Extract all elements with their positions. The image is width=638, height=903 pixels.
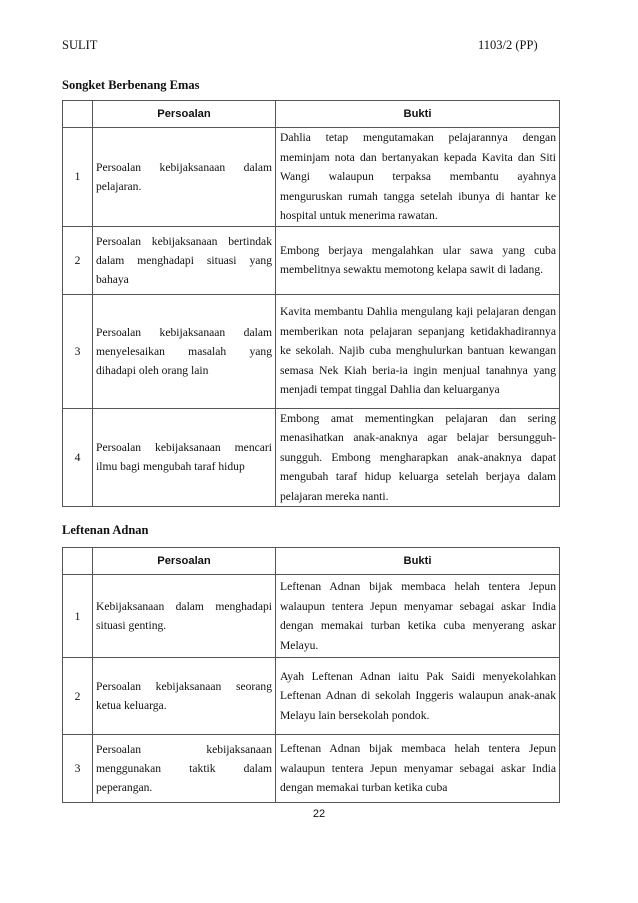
persoalan-cell: Persoalan kebijaksanaan seorang ketua keluarga. [93, 658, 276, 735]
row-number: 3 [63, 294, 93, 408]
table-songket [62, 100, 560, 507]
col-persoalan: Persoalan [93, 101, 276, 128]
header-right: 1103/2 (PP) [478, 38, 538, 52]
col-empty [63, 101, 93, 128]
table-header-row [63, 548, 560, 575]
bukti-cell: Dahlia tetap mengutamakan pelajarannya dengan meminjam nota dan bertanyakan kepada Kavita dan Siti Wangi walaupun terpaksa membantu ayahnya menguruskan rumah tangga setelah ibunya di hantar ke hospital untuk menerima rawatan. [276, 128, 560, 227]
bukti-cell: Kavita membantu Dahlia mengulang kaji pelajaran dengan memberikan nota pelajaran sepanjang ketidakhadirannya ke sekolah. Najib cuba menghulurkan bantuan kewangan semasa Nek Kiah beria-ia ingin menjual tanahnya yang menjadi tempat tinggal Dahlia dan keluarganya [276, 294, 560, 408]
table-row [63, 128, 560, 227]
persoalan-cell: Persoalan kebijaksanaan dalam menyelesaikan masalah yang dihadapi oleh orang lain [93, 294, 276, 408]
row-number: 2 [63, 226, 93, 294]
row-number: 2 [63, 658, 93, 735]
bukti-cell: Embong amat mementingkan pelajaran dan sering menasihatkan anak-anaknya agar belajar bersungguh-sungguh. Embong mengharapkan anak-anaknya dapat mengubah taraf hidup keluarga setelah berjaya dalam pelajaran mereka nanti. [276, 408, 560, 507]
row-number: 1 [63, 575, 93, 658]
bukti-cell: Embong berjaya mengalahkan ular sawa yang cuba membelitnya sewaktu memotong kelapa sawit di ladang. [276, 226, 560, 294]
row-number: 4 [63, 408, 93, 507]
bukti-cell: Ayah Leftenan Adnan iaitu Pak Saidi menyekolahkan Leftenan Adnan di sekolah Inggeris walaupun anak-anak Melayu lain bersekolah pondok. [276, 658, 560, 735]
row-number: 1 [63, 128, 93, 227]
header-left: SULIT [62, 38, 98, 52]
row-number: 3 [63, 735, 93, 803]
table-row [63, 408, 560, 507]
table-row [63, 575, 560, 658]
table-row [63, 735, 560, 803]
page-number: 22 [312, 808, 326, 820]
section-title-songket: Songket Berbenang Emas [62, 78, 200, 92]
col-persoalan: Persoalan [93, 548, 276, 575]
table-row [63, 658, 560, 735]
table-row [63, 226, 560, 294]
col-bukti: Bukti [276, 548, 560, 575]
col-bukti: Bukti [276, 101, 560, 128]
persoalan-cell: Kebijaksanaan dalam menghadapi situasi genting. [93, 575, 276, 658]
persoalan-cell: Persoalan kebijaksanaan bertindak dalam menghadapi situasi yang bahaya [93, 226, 276, 294]
persoalan-cell: Persoalan kebijaksanaan mencari ilmu bagi mengubah taraf hidup [93, 408, 276, 507]
persoalan-cell: Persoalan kebijaksanaan menggunakan taktik dalam peperangan. [93, 735, 276, 803]
table-header-row [63, 101, 560, 128]
persoalan-cell: Persoalan kebijaksanaan dalam pelajaran. [93, 128, 276, 227]
table-adnan [62, 547, 560, 803]
bukti-cell: Leftenan Adnan bijak membaca helah tentera Jepun walaupun tentera Jepun menyamar sebagai askar India dengan memakai turban ketika cuba menyerang askar Melayu. [276, 575, 560, 658]
bukti-cell: Leftenan Adnan bijak membaca helah tentera Jepun walaupun tentera Jepun menyamar sebagai askar India dengan memakai turban ketika cuba [276, 735, 560, 803]
table-row [63, 294, 560, 408]
col-empty [63, 548, 93, 575]
section-title-adnan: Leftenan Adnan [62, 523, 149, 537]
